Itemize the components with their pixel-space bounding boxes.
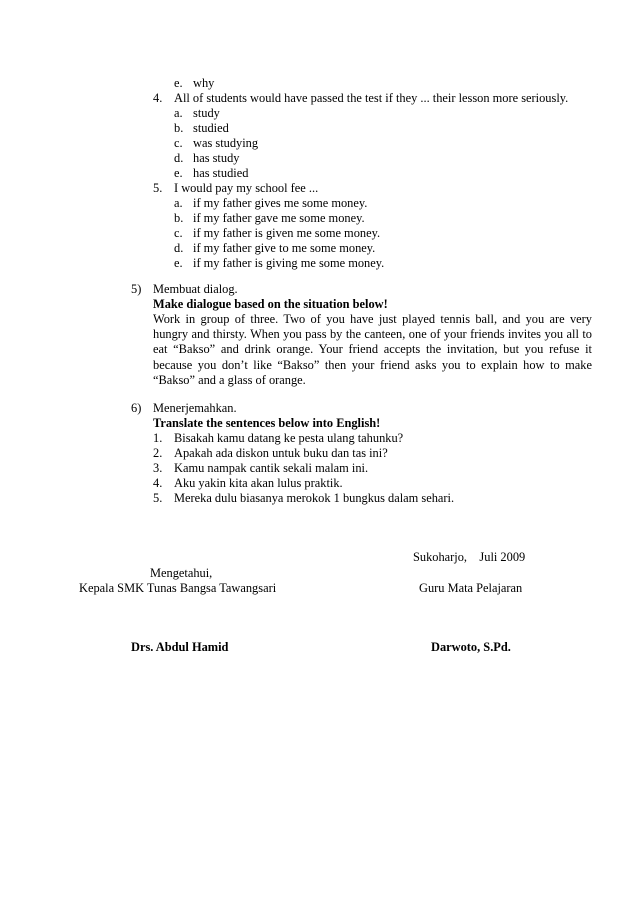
situation-paragraph: Work in group of three. Two of you have just played tennis ball, and you are very hungry and thirsty. When you pass by the canteen, one of your friends invites you all to eat “Bakso” and drink orange. Your friend accepts the invitation, but you refuse it because you don’t like “Bakso” then your friend asks you to explain how to make “Bakso” and a glass of orange. (153, 312, 592, 387)
option-letter: a. (174, 196, 183, 210)
section-title: Membuat dialog. (153, 282, 238, 296)
option-text: if my father gives me some money. (193, 196, 368, 210)
item-number: 5. (153, 491, 163, 505)
option-letter: c. (174, 226, 183, 240)
option-letter: b. (174, 121, 184, 135)
option-letter: d. (174, 241, 184, 255)
item-text: Apakah ada diskon untuk buku dan tas ini? (174, 446, 388, 460)
option-letter: e. (174, 166, 183, 180)
option-text: studied (193, 121, 229, 135)
section-number: 6) (131, 401, 142, 415)
option-letter: b. (174, 211, 184, 225)
option-letter: a. (174, 106, 183, 120)
item-number: 3. (153, 461, 163, 475)
option-text: why (193, 76, 215, 90)
section-instruction: Make dialogue based on the situation below! (153, 297, 388, 311)
item-text: Aku yakin kita akan lulus praktik. (174, 476, 343, 490)
option-text: has study (193, 151, 240, 165)
option-text: has studied (193, 166, 249, 180)
option-text: was studying (193, 136, 259, 150)
option-text: study (193, 106, 220, 120)
option-letter: c. (174, 136, 183, 150)
question-text: I would pay my school fee ... (174, 181, 319, 195)
principal-name: Drs. Abdul Hamid (131, 640, 229, 654)
option-letter: e. (174, 76, 183, 90)
option-text: if my father is given me some money. (193, 226, 381, 240)
item-number: 2. (153, 446, 163, 460)
item-number: 1. (153, 431, 163, 445)
option-text: if my father is giving me some money. (193, 256, 385, 270)
section-instruction: Translate the sentences below into English! (153, 416, 381, 430)
option-text: if my father gave me some money. (193, 211, 365, 225)
item-text: Kamu nampak cantik sekali malam ini. (174, 461, 369, 475)
place-date: Sukoharjo, Juli 2009 (413, 550, 526, 564)
option-letter: d. (174, 151, 184, 165)
acknowledgement-label: Mengetahui, (150, 566, 213, 580)
option-text: if my father give to me some money. (193, 241, 376, 255)
question-number: 5. (153, 181, 163, 195)
question-number: 4. (153, 91, 163, 105)
question-text: All of students would have passed the test if they ... their lesson more seriously. (174, 91, 569, 105)
item-number: 4. (153, 476, 163, 490)
section-title: Menerjemahkan. (153, 401, 237, 415)
section-number: 5) (131, 282, 142, 296)
teacher-name: Darwoto, S.Pd. (431, 640, 511, 654)
teacher-role: Guru Mata Pelajaran (419, 581, 523, 595)
option-letter: e. (174, 256, 183, 270)
item-text: Bisakah kamu datang ke pesta ulang tahunku? (174, 431, 404, 445)
item-text: Mereka dulu biasanya merokok 1 bungkus dalam sehari. (174, 491, 455, 505)
principal-role: Kepala SMK Tunas Bangsa Tawangsari (79, 581, 277, 595)
